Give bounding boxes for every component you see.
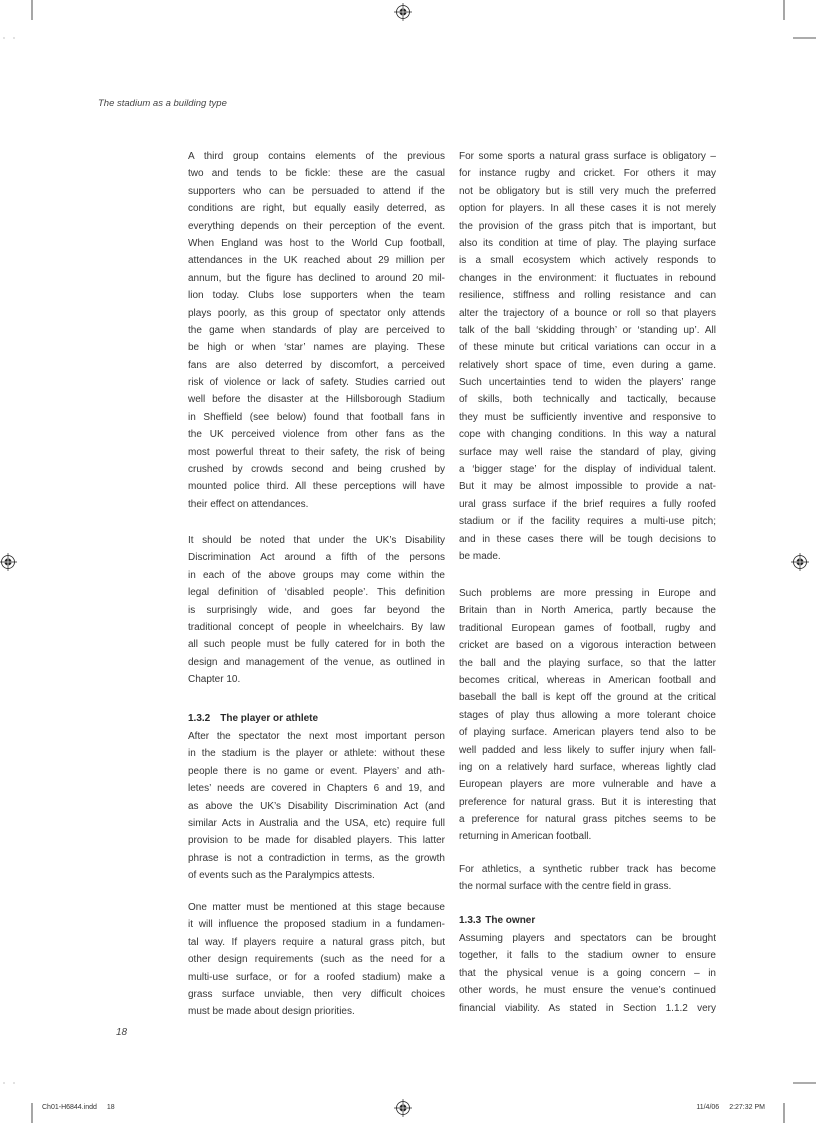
crop-dot xyxy=(13,1082,14,1083)
text-line: For athletics, a synthetic rubber track has become xyxy=(459,864,716,875)
paragraph xyxy=(459,930,716,1017)
registration-mark-right xyxy=(791,553,809,571)
text-line: people there is no game or event. Players’ and ath- xyxy=(188,765,445,777)
text-line: similar Acts in Australia and the USA, etc) require full xyxy=(188,817,445,829)
text-line: A third group contains elements of the previous xyxy=(188,151,445,162)
text-line: multi-use surface, or for a roofed stadium) make a xyxy=(188,971,445,983)
text-line: But it may be almost impossible to provide a nat- xyxy=(459,481,716,493)
text-line: the ball and the playing surface, so that the latter xyxy=(459,657,716,669)
text-line: tal way. If players require a natural grass pitch, but xyxy=(188,936,445,948)
text-line: letes’ needs are covered in Chapters 6 and 19, and xyxy=(188,783,445,795)
section-title: The owner xyxy=(485,915,536,926)
text-line: fans are also deterred by discomfort, a perceived xyxy=(188,359,445,371)
text-line: the UK perceived violence from other fans as the xyxy=(188,429,445,441)
text-line: returning in American football. xyxy=(459,831,592,843)
text-line: and in these cases there will be tough decisions to xyxy=(459,533,716,545)
text-line: most powerful threat to their safety, the risk of being xyxy=(188,446,445,458)
text-line: traditional concept of people in wheelchairs. By law xyxy=(188,621,445,633)
section-number: 1.3.3 xyxy=(459,915,482,926)
text-line: traditional European games of football, rugby and xyxy=(459,622,716,634)
text-line: in Sheffield (see below) found that football fans in xyxy=(188,411,445,423)
text-line: in each of the above groups may come within the xyxy=(188,569,445,581)
text-line: lion today. Clubs lose supporters when the team xyxy=(188,290,445,302)
text-line: Such uncertainties tend to widen the players’ range xyxy=(459,377,716,389)
text-line: must be made about design priorities. xyxy=(188,1006,355,1018)
text-line: Assuming players and spectators can be brought xyxy=(459,933,716,944)
text-line: well padded and less likely to suffer injury when fall- xyxy=(459,744,716,756)
text-line: of events such as the Paralympics attests. xyxy=(188,870,375,882)
text-line: in the stadium is the player or athlete: without these xyxy=(188,748,445,760)
text-line: everything depends on their perception of the event. xyxy=(188,220,445,232)
text-line: of playing surface. American players tend also to be xyxy=(459,727,716,739)
text-line: is surprisingly wide, and goes far beyond the xyxy=(188,604,445,616)
paragraph xyxy=(188,899,445,1021)
running-header: The stadium as a building type xyxy=(98,98,227,109)
text-line: their effect on attendances. xyxy=(188,498,309,510)
crop-dot xyxy=(13,37,14,38)
text-line: option for players. In all these cases it is not merely xyxy=(459,203,716,215)
text-line: Britain than in North America, partly because the xyxy=(459,605,716,617)
text-line: a preference for natural grass pitches seems to be xyxy=(459,814,716,826)
text-line: When England was host to the World Cup football, xyxy=(188,237,445,249)
text-line: of these minute but critical variations can occur in a xyxy=(459,342,716,354)
section-heading xyxy=(188,710,318,727)
slug-timestamp xyxy=(696,1104,765,1111)
section-heading xyxy=(459,912,535,929)
text-line: ural grass surface if the brief requires a fully roofed xyxy=(459,498,716,510)
section-title: The player or athlete xyxy=(220,713,319,724)
text-line: risk of violence or lack of safety. Studies carried out xyxy=(188,377,445,389)
text-line: it will influence the proposed stadium in a fundamen- xyxy=(188,919,445,931)
paragraph xyxy=(459,585,716,846)
text-line: changes in the environment: it fluctuates in rebound xyxy=(459,272,716,284)
text-line: grass surface unviable, then very difficult choices xyxy=(188,988,445,1000)
paragraph xyxy=(188,532,445,689)
text-line: talk of the ball ‘skidding through’ or ‘standing up’. All xyxy=(459,324,716,336)
text-line: phrase is not a contradiction in terms, as the growth xyxy=(188,852,445,864)
text-line: annum, but the figure has declined to around 20 mil- xyxy=(188,272,445,284)
text-line: be made. xyxy=(459,550,501,562)
text-line: well before the disaster at the Hillsborough Stadium xyxy=(188,394,445,406)
registration-mark-bottom xyxy=(394,1099,412,1117)
slug-file-info xyxy=(42,1104,115,1111)
text-line: stadium or if the facility requires a multi-use pitch; xyxy=(459,516,716,528)
text-line: surface may well raise the standard of play, giving xyxy=(459,446,716,458)
text-line: financial viability. As stated in Section 1.1.2 very xyxy=(459,1002,716,1014)
paragraph xyxy=(459,148,716,565)
text-line: for instance rugby and cricket. For others it may xyxy=(459,168,716,180)
text-line: attendances in the UK reached about 29 million per xyxy=(188,255,445,267)
text-line: that the physical venue is a going concern – in xyxy=(459,967,716,979)
text-line: also its condition at time of play. The playing surface xyxy=(459,237,716,249)
text-line: Chapter 10. xyxy=(188,674,241,686)
text-line: cope with changing conditions. In this way a natural xyxy=(459,429,716,441)
section-number: 1.3.2 xyxy=(188,713,211,724)
text-line: they must be sufficiently inventive and responsive to xyxy=(459,411,716,423)
slug-date: 11/4/06 xyxy=(696,1104,720,1111)
text-line: be high or when ‘star’ names are playing. These xyxy=(188,342,445,354)
text-line: design and management of the venue, as outlined in xyxy=(188,656,445,668)
text-line: European players are more vulnerable and have a xyxy=(459,779,716,791)
text-line: as above the UK’s Disability Discrimination Act (and xyxy=(188,800,445,812)
text-line: a ‘bigger stage’ for the display of individual talent. xyxy=(459,464,716,476)
text-line: mounted police third. All these perceptions will have xyxy=(188,481,445,493)
text-line: preference for natural grass. But it is interesting that xyxy=(459,796,716,808)
page-number: 18 xyxy=(116,1027,128,1038)
slug-page: 18 xyxy=(106,1104,115,1111)
crop-dot xyxy=(3,1082,4,1083)
crop-dot xyxy=(3,37,4,38)
slug-filename: Ch01-H6844.indd xyxy=(42,1104,97,1111)
registration-mark-left xyxy=(0,553,17,571)
text-line: is a small ecosystem which actively responds to xyxy=(459,255,716,267)
text-line: One matter must be mentioned at this stage because xyxy=(188,902,445,913)
text-line: It should be noted that under the UK’s Disability xyxy=(188,535,445,546)
text-line: crushed by crowds second and being crushed by xyxy=(188,464,445,476)
paragraph xyxy=(188,728,445,885)
text-line: alter the trajectory of a bounce or roll so that players xyxy=(459,307,716,319)
registration-mark-top xyxy=(394,3,412,21)
text-line: becomes critical, whereas in American football and xyxy=(459,674,716,686)
paragraph xyxy=(459,861,716,896)
text-line: the normal surface with the centre field in grass. xyxy=(459,881,672,893)
text-line: plays poorly, as this group of spectator only attends xyxy=(188,307,445,319)
slug-time: 2:27:32 PM xyxy=(729,1104,765,1111)
text-line: other design requirements (such as the need for a xyxy=(188,954,445,966)
text-line: together, it falls to the stadium owner to ensure xyxy=(459,950,716,962)
text-line: all such people must be fully catered for in both the xyxy=(188,639,445,651)
text-line: ing on a relatively hard surface, whereas lightly clad xyxy=(459,761,716,773)
text-line: For some sports a natural grass surface is obligatory – xyxy=(459,151,716,162)
text-line: baseball the ball is kept off the ground at the critical xyxy=(459,692,716,704)
text-line: Such problems are more pressing in Europe and xyxy=(459,588,716,599)
text-line: the game when standards of play are perceived to xyxy=(188,324,445,336)
text-line: other words, he must ensure the venue’s continued xyxy=(459,985,716,997)
text-line: After the spectator the next most important person xyxy=(188,731,445,742)
text-line: Discrimination Act around a fifth of the persons xyxy=(188,552,445,564)
text-line: the provision of the grass pitch that is important, but xyxy=(459,220,716,232)
text-line: two and tends to be fickle: these are the casual xyxy=(188,168,445,180)
text-line: cricket are based on a vigorous interaction between xyxy=(459,640,716,652)
text-line: relatively short space of time, even during a game. xyxy=(459,359,716,371)
text-line: resilience, stiffness and rolling resistance and can xyxy=(459,290,716,302)
text-line: provision to be made for disabled players. This latter xyxy=(188,835,445,847)
text-line: conditions are right, but equally easily deterred, as xyxy=(188,203,445,215)
text-line: not be obligatory but is still very much the preferred xyxy=(459,185,716,197)
text-line: legal definition of ‘disabled people’. This definition xyxy=(188,587,445,599)
text-line: supporters who can be persuaded to attend if the xyxy=(188,185,445,197)
paragraph xyxy=(188,148,445,513)
text-line: of skills, both technically and tactically, because xyxy=(459,394,716,406)
text-line: stages of play thus allowing a more tolerant choice xyxy=(459,709,716,721)
